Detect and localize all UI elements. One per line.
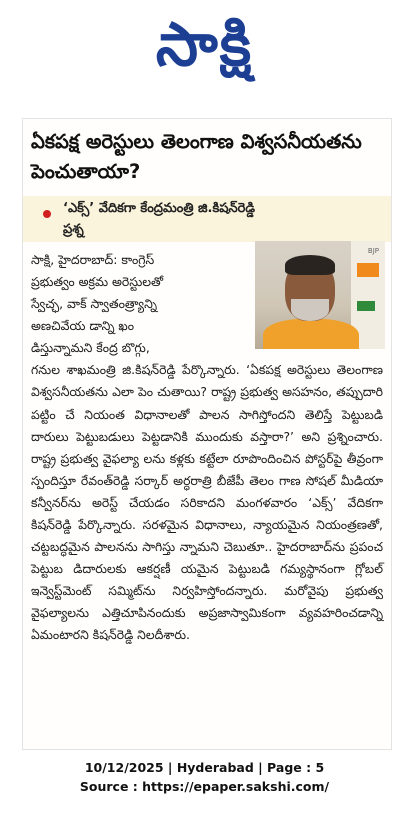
article-lead xyxy=(31,249,246,359)
photo-caption: BJP xyxy=(367,247,379,255)
masthead xyxy=(0,0,409,90)
article-body xyxy=(31,249,383,646)
lead-line: ప్రభుత్వం అక్రమ అరెస్టులతో xyxy=(31,274,164,290)
lead-line: సాక్షి, హైదరాబాద్: కాంగ్రెస్ xyxy=(31,252,155,267)
article-subhead: ‘ఎక్స్’ వేదికగా కేంద్రమంత్రి జి.కిషన్‌రెడ్డి ప్రశ్న xyxy=(63,201,255,237)
lead-line: స్వేచ్ఛ, వాక్ స్వాతంత్ర్యాన్ని xyxy=(31,296,158,312)
footer-date-line: 10/12/2025 | Hyderabad | Page : 5 xyxy=(84,760,325,775)
red-bullet-icon xyxy=(43,210,51,218)
footer-source-line: Source : https://epaper.sakshi.com/ xyxy=(79,779,330,795)
article-body-text: గనుల శాఖమంత్రి జి.కిషన్‌రెడ్డి పేర్కొన్నారు. ‘ఏకపక్ష అరెస్టులు తెలంగాణ విశ్వసనీయతను ఎలా పెం చుతాయి? రాష్ట్ర ప్రభుత్వ అసహనం, తప్పుదారి పట్టిం చే నియంత విధానాలతో పాలన సాగిస్తోందని తెలిస్తే పెట్టుబడి దారులు పెట్టుబడులు పెట్టడానికి ముందుకు వస్తారా?’ అని ప్రశ్నించారు. రాష్ట్ర ప్రభుత్వ వైఫల్యా లను కళ్లకు కట్టేలా రూపొందించిన పోస్టర్‌పై తీవ్రంగా స్పందిస్తూ రేవంత్‌రెడ్డి సర్కార్ అర్ధరాత్రి బీజేపీ తెలం గాణ సోషల్ మీడియా కన్వీనర్‌ను అరెస్ట్ చేయడం సరికాదని మంగళవారం ‘ఎక్స్’ వేదికగా కిషన్‌రెడ్డి పేర్కొన్నారు. సరళమైన విధానాలు, న్యాయమైన నియంత్రణతో, చట్టబద్ధమైన పాలనను సాగిస్తు న్నామని చెబుతూ.. హైదరాబాద్‌ను ప్రపంచ పెట్టుబ డిదారులకు ఆకర్షణీ యమైన పెట్టుబడి గమ్యస్థానంగా గ్లోబల్ ఇన్వెస్ట్‌మెంట్ సమ్మిట్‌ను నిర్వహిస్తోందన్నారు. మరోవైపు ప్రభుత్వ వైఫల్యాలను ఎత్తిచూపినందుకు అప్రజాస్వామికంగా వ్యవహరించడాన్ని ఏమంటారని కిషన్‌రెడ్డి నిలదీశారు. xyxy=(31,362,383,643)
article-headline: ఏకపక్ష అరెస్టులు తెలంగాణ విశ్వసనీయతను పెంచుతాయా? xyxy=(31,130,362,184)
lead-line: అణచివేయ డాన్ని ఖం xyxy=(31,318,135,334)
article-clipping xyxy=(22,118,392,750)
lead-line: డిస్తున్నామని కేంద్ర బొగ్గు, xyxy=(31,340,150,356)
sakshi-logo: సాక్షి xyxy=(155,10,254,80)
source-footer xyxy=(0,758,409,797)
